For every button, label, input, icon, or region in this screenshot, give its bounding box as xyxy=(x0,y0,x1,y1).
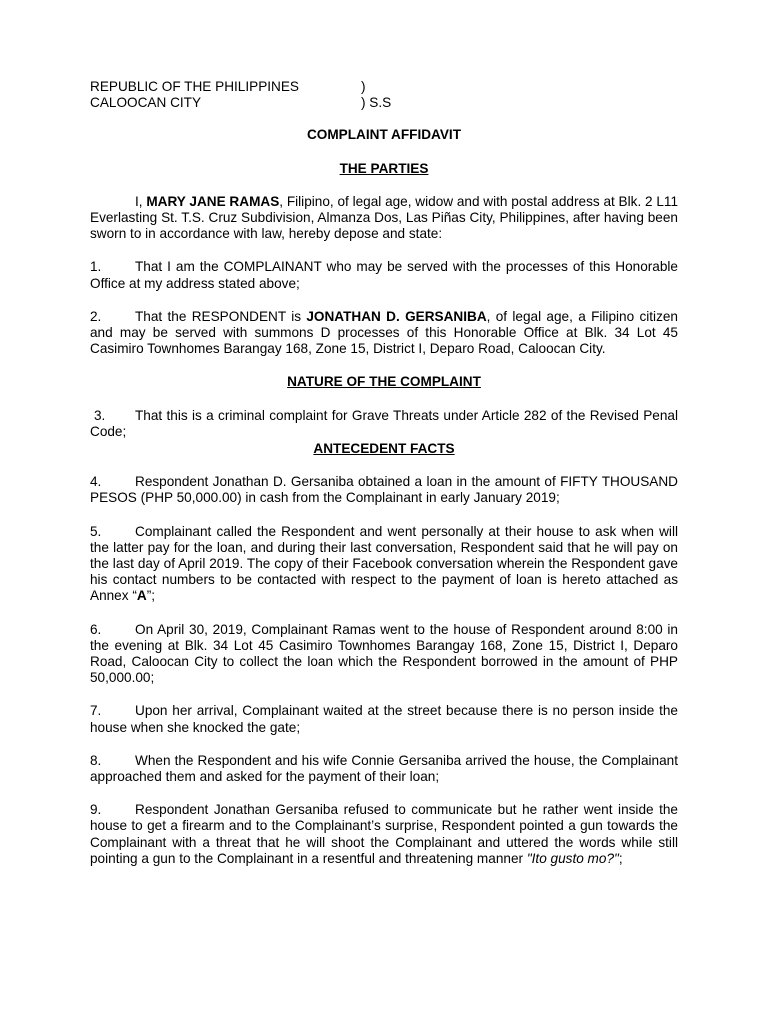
paragraph-2 xyxy=(90,309,678,358)
paragraph-3 xyxy=(90,408,678,440)
paragraph-text: When the Respondent and his wife Connie Gersaniba arrived the house, the Complainant approached them and asked for the payment of their loan; xyxy=(90,752,678,785)
quoted-threat: "Ito gusto mo?" xyxy=(526,850,619,866)
paragraph-text: That I am the COMPLAINANT who may be served with the processes of this Honorable Office at my address stated above; xyxy=(90,259,678,291)
paragraph-number: 1. xyxy=(90,259,102,275)
intro-text: , Filipino, of legal age, widow and with postal address at Blk. 2 L11 Everlasting St. T.S. Cruz Subdivision, Almanza Dos, Las Piñas City, Philippines, after having been sworn to in accordance with law, hereby depose and state: xyxy=(90,193,679,242)
paragraph-number: 8. xyxy=(90,752,102,768)
paragraph-text: That this is a criminal complaint for Grave Threats under Article 282 of the Revised Penal Code; xyxy=(90,407,678,439)
caption-line-2 xyxy=(90,95,678,111)
paragraph-text: Respondent Jonathan D. Gersaniba obtained a loan in the amount of FIFTY THOUSAND PESOS (PHP 50,000.00) in cash from the Complainant in early January 2019; xyxy=(90,474,678,506)
paragraph-number: 6. xyxy=(90,621,102,637)
paragraph-4 xyxy=(90,474,678,506)
paragraph-text: ”; xyxy=(146,588,155,604)
caption-paren-2: ) S.S xyxy=(361,95,392,111)
caption-paren-1: ) xyxy=(361,79,366,94)
paragraph-text: That the RESPONDENT is xyxy=(135,308,307,324)
paragraph-text: Respondent Jonathan Gersaniba refused to communicate but he rather went inside the house to get a firearm and to the Complainant’s surprise, Respondent pointed a gun towards the Complainant with a threat that he will shoot the Complainant and uttered the words while still pointing a gun to the Complainant in a resentful and threatening manner xyxy=(90,802,678,866)
paragraph-6 xyxy=(90,622,678,687)
intro-paragraph xyxy=(90,194,678,243)
paragraph-1 xyxy=(90,259,678,291)
caption-city: CALOOCAN CITY xyxy=(90,95,202,111)
paragraph-number: 9. xyxy=(90,802,102,818)
paragraph-number: 3. xyxy=(94,407,106,423)
paragraph-number: 4. xyxy=(90,474,102,490)
complainant-name: MARY JANE RAMAS xyxy=(146,193,280,209)
paragraph-text: , of legal age, a Filipino citizen and may be served with summons D processes of this Honorable Office at Blk. 34 Lot 45 Casimiro Townhomes Barangay 168, Zone 15, District I, Deparo Road, Caloocan City. xyxy=(90,308,678,357)
intro-prefix: I, xyxy=(135,193,147,209)
paragraph-number: 2. xyxy=(90,308,102,324)
paragraph-text: Complainant called the Respondent and went personally at their house to ask when will the latter pay for the loan, and during their last conversation, Respondent said that he will pay on the last day of April 2019. The copy of their Facebook conversation wherein the Respondent gave his contact numbers to be contacted with respect to the payment of loan is hereto attached as Annex “ xyxy=(90,523,678,604)
section-heading-nature: NATURE OF THE COMPLAINT xyxy=(287,374,481,390)
annex-label: A xyxy=(136,588,147,604)
paragraph-5 xyxy=(90,524,678,605)
paragraph-text: On April 30, 2019, Complainant Ramas went to the house of Respondent around 8:00 in the evening at Blk. 34 Lot 45 Casimiro Townhomes Barangay 168, Zone 15, District I, Deparo Road, Caloocan City to collect the loan which the Respondent borrowed in the amount of PHP 50,000.00; xyxy=(90,621,678,686)
paragraph-text: ; xyxy=(618,850,623,866)
document-title: COMPLAINT AFFIDAVIT xyxy=(306,127,462,143)
paragraph-9 xyxy=(90,802,678,867)
paragraph-7 xyxy=(90,703,678,735)
section-heading-antecedent: ANTECEDENT FACTS xyxy=(313,441,455,457)
paragraph-number: 5. xyxy=(90,523,102,539)
respondent-name: JONATHAN D. GERSANIBA xyxy=(306,308,487,324)
paragraph-text: Upon her arrival, Complainant waited at the street because there is no person inside the house when she knocked the gate; xyxy=(90,703,678,735)
paragraph-number: 7. xyxy=(90,703,102,719)
caption-line-1 xyxy=(90,79,678,95)
document-page xyxy=(90,79,678,867)
caption-republic: REPUBLIC OF THE PHILIPPINES xyxy=(90,79,299,94)
paragraph-8 xyxy=(90,753,678,785)
section-heading-parties: THE PARTIES xyxy=(339,160,429,176)
